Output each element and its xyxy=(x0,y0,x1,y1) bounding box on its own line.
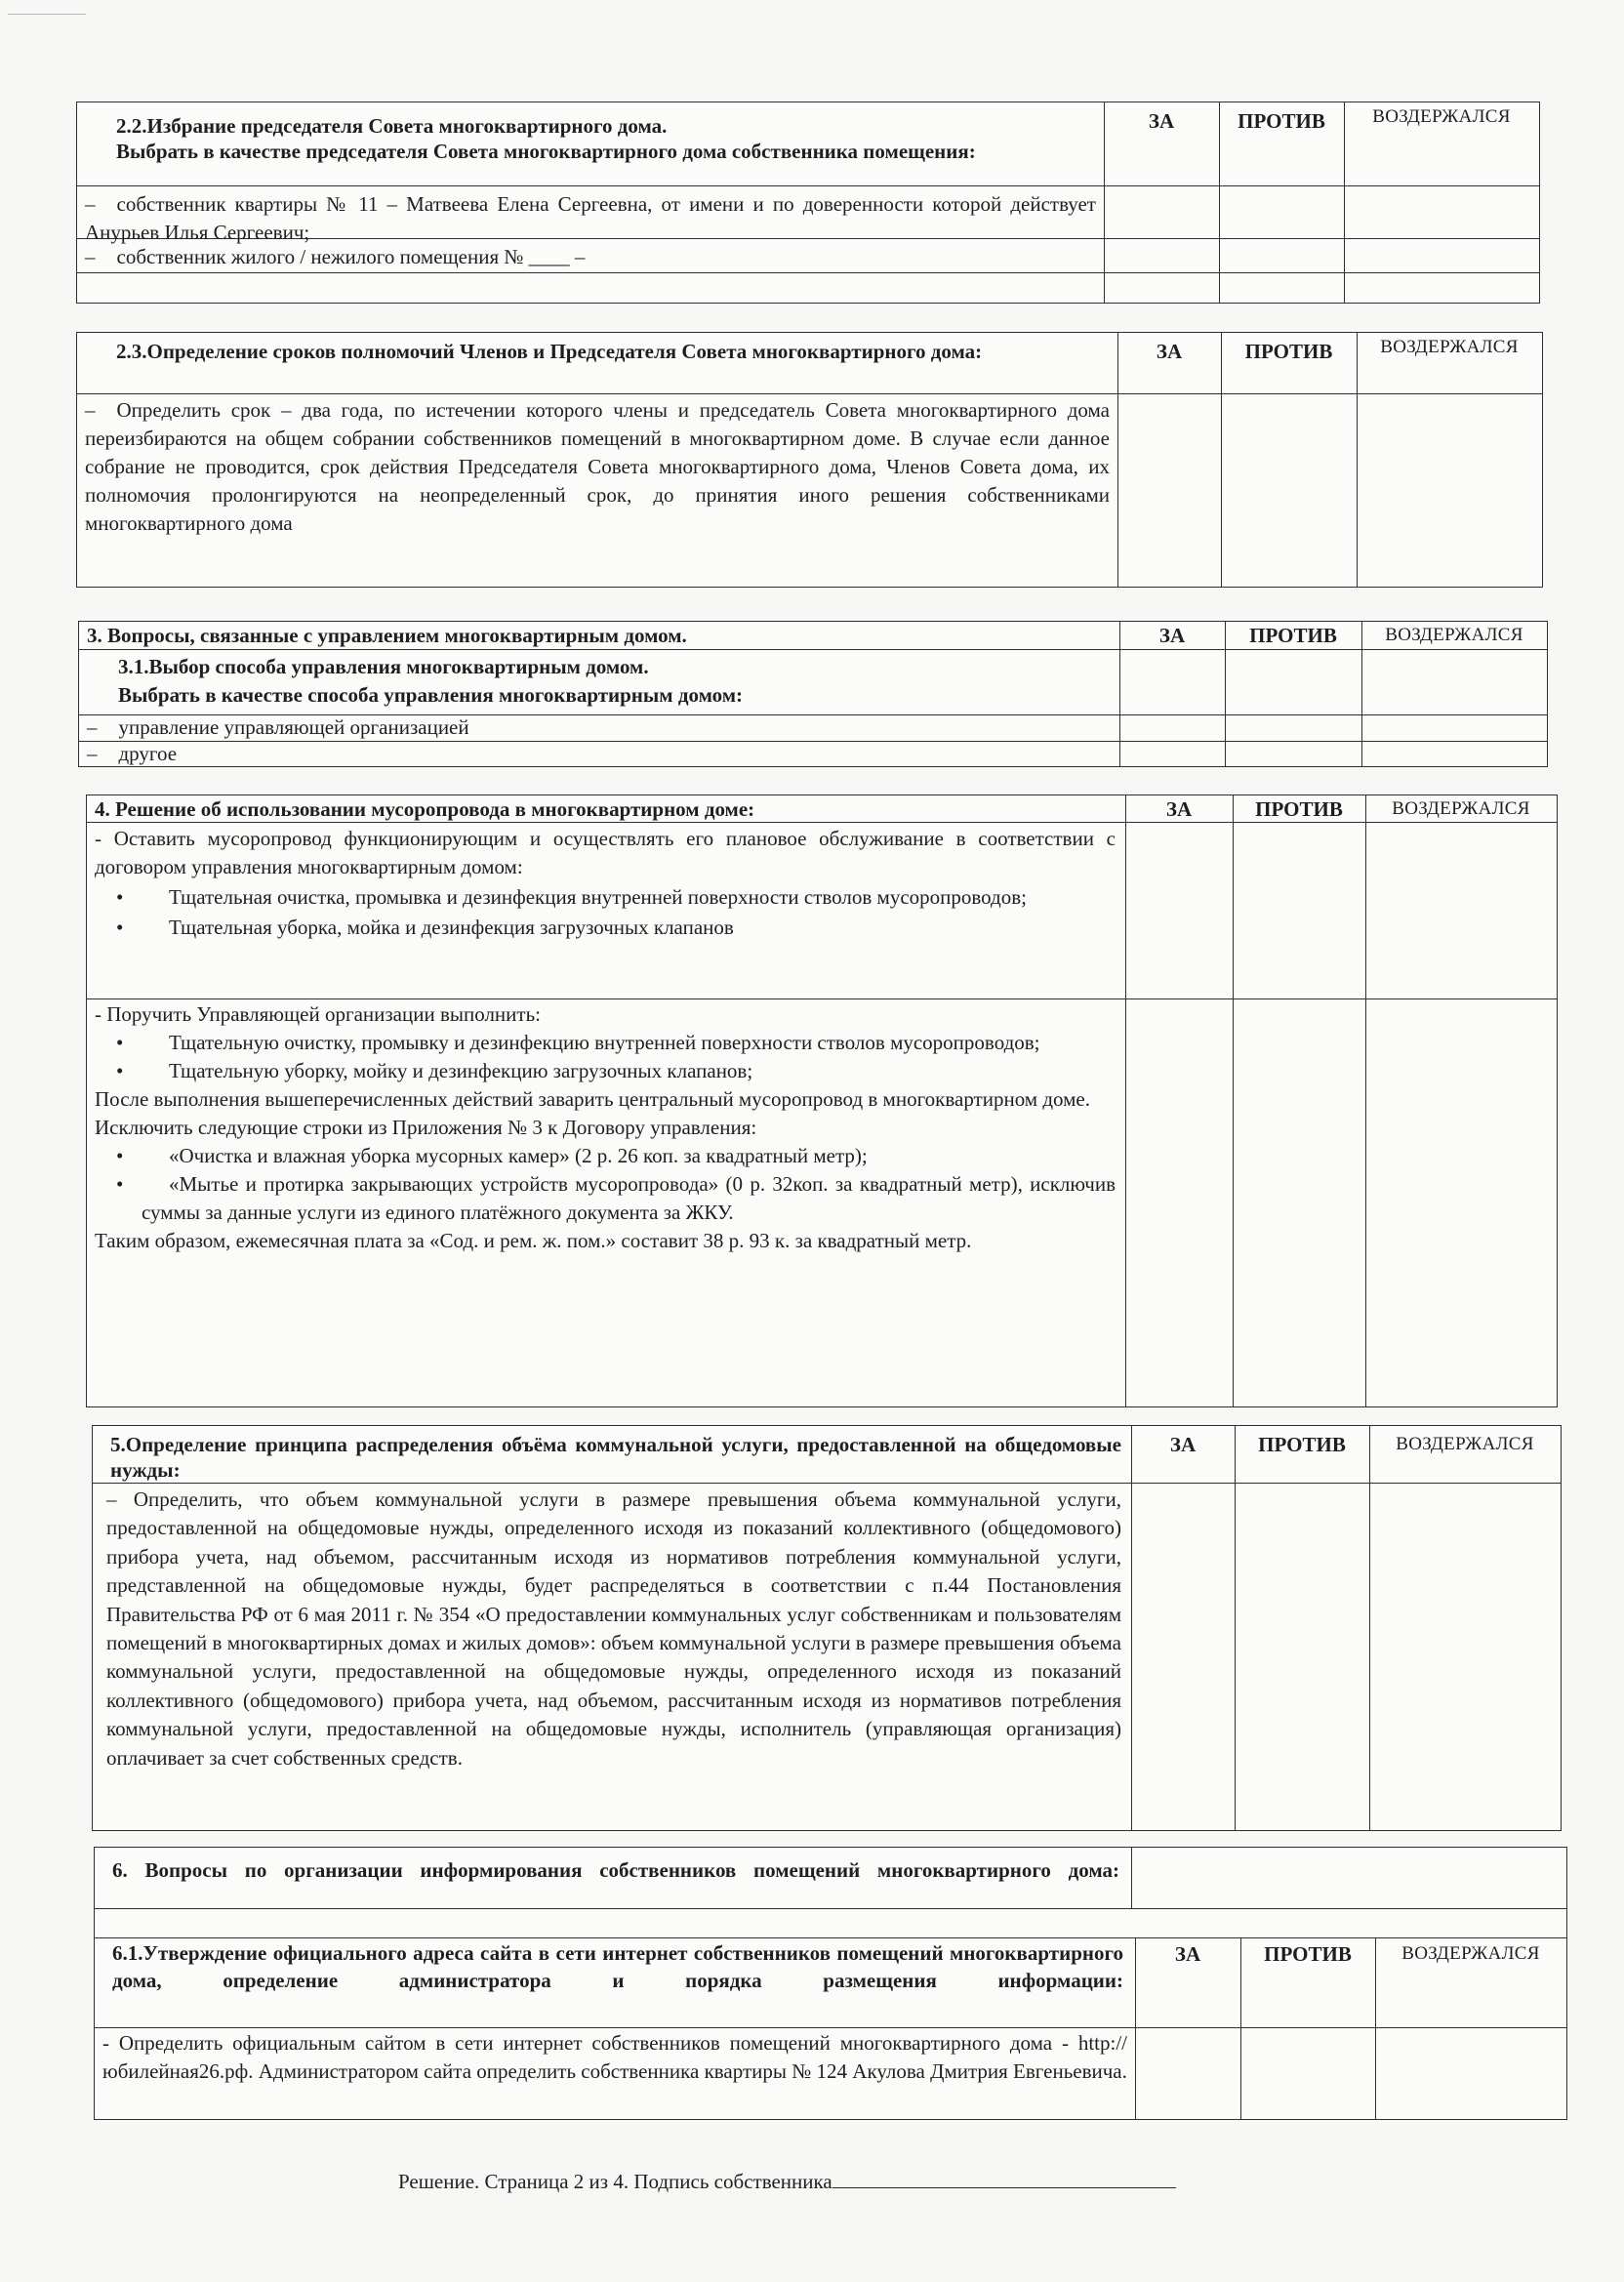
section-6-1-title: 6.1.Утверждение официального адреса сайта в сети интернет собственников помещений многоквартирного дома, определение администратора и порядка размещения информации: xyxy=(112,1941,1123,1992)
section-4-a-bullet-2: • Тщательная уборка, мойка и дезинфекция загрузочных клапанов xyxy=(114,914,1116,942)
vote-against-header: ПРОТИВ xyxy=(1249,624,1337,647)
footer-text: Решение. Страница 2 из 4. Подпись собственника xyxy=(398,2170,832,2193)
vote-against-header: ПРОТИВ xyxy=(1264,1942,1352,1966)
vote-against-cell[interactable] xyxy=(1233,998,1365,1406)
vote-for-header: ЗА xyxy=(1148,109,1175,133)
vote-abstain-header: ВОЗДЕРЖАЛСЯ xyxy=(1380,337,1519,357)
section-4-a-bullet-1: • Тщательная очистка, промывка и дезинфекция внутренней поверхности стволов мусоропроводов; xyxy=(114,883,1116,912)
vote-abstain-cell[interactable] xyxy=(1375,2027,1566,2119)
vote-for-header: ЗА xyxy=(1156,340,1183,363)
vote-for-header: ЗА xyxy=(1158,624,1186,647)
vote-abstain-cell[interactable] xyxy=(1344,185,1539,238)
section-2-3-title: 2.3.Определение сроков полномочий Членов и Председателя Совета многоквартирного дома: xyxy=(116,340,983,363)
vote-abstain-header: ВОЗДЕРЖАЛСЯ xyxy=(1385,625,1523,645)
section-4-table xyxy=(86,795,1558,1407)
section-3-1-subtitle: Выбрать в качестве способа управления многоквартирным домом: xyxy=(118,683,744,707)
signature-line[interactable] xyxy=(832,2170,1176,2188)
vote-abstain-header: ВОЗДЕРЖАЛСЯ xyxy=(1401,1943,1540,1964)
vote-for-header: ЗА xyxy=(1165,797,1193,821)
section-3-title: 3. Вопросы, связанные с управлением многоквартирным домом. xyxy=(87,624,687,647)
section-4-b-intro: - Поручить Управляющей организации выполнить: xyxy=(95,1002,541,1026)
vote-against-header: ПРОТИВ xyxy=(1258,1433,1346,1456)
page-footer xyxy=(398,2169,1176,2194)
vote-against-cell[interactable] xyxy=(1240,2027,1375,2119)
vote-for-header: ЗА xyxy=(1174,1942,1201,1966)
vote-against-cell[interactable] xyxy=(1233,822,1365,998)
vote-for-cell[interactable] xyxy=(1125,998,1233,1406)
vote-abstain-cell[interactable] xyxy=(1344,238,1539,272)
vote-against-header: ПРОТИВ xyxy=(1255,797,1343,821)
vote-abstain-cell[interactable] xyxy=(1365,998,1557,1406)
section-4-option-a xyxy=(95,825,1116,942)
section-4-b-bullet-1: • Тщательную очистку, промывку и дезинфекцию внутренней поверхности стволов мусоропроводов; xyxy=(114,1029,1116,1057)
section-6-text: - Определить официальным сайтом в сети интернет собственников помещений многоквартирного дома - http://юбилейная26.рф. Администратором сайта определить собственника квартиры № 124 Акулова Дмитрия Евгеньевича. xyxy=(102,2031,1127,2083)
vote-abstain-cell[interactable] xyxy=(1369,1483,1561,1830)
vote-for-cell[interactable] xyxy=(1104,185,1219,238)
section-5-table xyxy=(92,1425,1562,1831)
section-4-b-bullet-2: • Тщательную уборку, мойку и дезинфекцию загрузочных клапанов; xyxy=(114,1057,1116,1085)
section-3-1-title: 3.1.Выбор способа управления многоквартирным домом. xyxy=(118,655,649,678)
section-6-title: 6. Вопросы по организации информирования собственников помещений многоквартирного дома: xyxy=(112,1858,1119,1882)
vote-against-cell[interactable] xyxy=(1221,393,1357,587)
vote-for-cell[interactable] xyxy=(1131,1483,1235,1830)
scan-artifact-line xyxy=(8,14,86,15)
section-2-2-table xyxy=(76,102,1540,304)
section-5-text: – Определить, что объем коммунальной услуги в размере превышения объема коммунальной услуги, предоставленной на общедомовые нужды, определенного исходя из показаний коллективного (общедомового) прибора учета, над объемом, рассчитанным исходя из нормативов потребления коммунальной услуги, представленной на общедомовые нужды, будет распределяться в соответствии с п.44 Постановления Правительства РФ от 6 мая 2011 г. № 354 «О предоставлении коммунальных услуг собственникам и пользователям помещений в многоквартирных домах и жилых домов»: объем коммунальной услуги в размере превышения объема коммунальной услуги, предоставленной на общедомовые нужды, определенного исходя из показаний коллективного (общедомового) прибора учета, над объемом, рассчитанным исходя из нормативов потребления коммунальной услуги, предоставленной на общедомовые нужды, исполнитель (управляющая организация) оплачивает за счет собственных средств. xyxy=(106,1487,1121,1770)
section-3-option-1: – управление управляющей организацией xyxy=(87,715,469,739)
section-4-b-paragraph-3: Таким образом, ежемесячная плата за «Сод. и рем. ж. пом.» составит 38 р. 93 к. за квадратный метр. xyxy=(95,1229,972,1252)
section-2-2-option-1: – собственник квартиры № 11 – Матвеева Елена Сергеевна, от имени и по доверенности которой действует Анурьев Илья Сергеевич; xyxy=(85,192,1096,244)
section-2-3-table xyxy=(76,332,1543,588)
vote-for-header: ЗА xyxy=(1169,1433,1197,1456)
vote-against-header: ПРОТИВ xyxy=(1244,340,1333,363)
section-4-b-paragraph-1: После выполнения вышеперечисленных действий заварить центральный мусоропровод в многоквартирном доме. xyxy=(95,1087,1090,1111)
section-4-option-b xyxy=(95,1000,1116,1255)
section-3-option-2: – другое xyxy=(87,742,178,765)
vote-against-header: ПРОТИВ xyxy=(1238,109,1325,133)
section-3-table xyxy=(78,621,1548,767)
section-4-a-intro: - Оставить мусоропровод функционирующим и осуществлять его плановое обслуживание в соответствии с договором управления многоквартирным домом: xyxy=(95,827,1116,878)
section-2-2-option-2: – собственник жилого / нежилого помещения № ____ – xyxy=(85,245,586,268)
vote-for-cell[interactable] xyxy=(1125,822,1233,998)
vote-against-cell[interactable] xyxy=(1235,1483,1369,1830)
section-4-b-bullet-3: • «Очистка и влажная уборка мусорных камер» (2 р. 26 коп. за квадратный метр); xyxy=(114,1142,1116,1170)
vote-for-cell[interactable] xyxy=(1119,649,1225,766)
section-4-b-bullet-4: • «Мытье и протирка закрывающих устройств мусоропровода» (0 р. 32коп. за квадратный метр), исключив суммы за данные услуги из единого платёжного документа за ЖКУ. xyxy=(114,1170,1116,1227)
vote-abstain-header: ВОЗДЕРЖАЛСЯ xyxy=(1392,798,1530,819)
vote-against-cell[interactable] xyxy=(1225,649,1361,766)
vote-against-cell[interactable] xyxy=(1219,238,1344,272)
vote-for-cell[interactable] xyxy=(1117,393,1221,587)
section-4-title: 4. Решение об использовании мусоропровода в многоквартирном доме: xyxy=(95,797,755,821)
section-2-2-title: 2.2.Избрание председателя Совета многоквартирного дома. xyxy=(116,114,668,138)
section-2-2-subtitle: Выбрать в качестве председателя Совета многоквартирного дома собственника помещения: xyxy=(116,140,976,163)
section-6-table xyxy=(94,1847,1567,2120)
vote-abstain-header: ВОЗДЕРЖАЛСЯ xyxy=(1396,1434,1534,1454)
vote-abstain-header: ВОЗДЕРЖАЛСЯ xyxy=(1372,106,1511,127)
vote-for-cell[interactable] xyxy=(1135,2027,1240,2119)
section-4-b-paragraph-2: Исключить следующие строки из Приложения № 3 к Договору управления: xyxy=(95,1116,757,1139)
section-2-3-text: – Определить срок – два года, по истечении которого члены и председатель Совета многоквартирного дома переизбираются на общем собрании собственников помещений в многоквартирном доме. В случае если данное собрание не проводится, срок действия Председателя Совета многоквартирного дома, Членов Совета дома, их полномочия пролонгируются на неопределенный срок, до принятия иного решения собственниками многоквартирного дома xyxy=(85,398,1110,535)
vote-against-cell[interactable] xyxy=(1219,185,1344,238)
vote-abstain-cell[interactable] xyxy=(1365,822,1557,998)
section-5-title: 5.Определение принципа распределения объёма коммунальной услуги, предоставленной на общедомовые нужды: xyxy=(110,1433,1121,1482)
vote-abstain-cell[interactable] xyxy=(1357,393,1542,587)
vote-abstain-cell[interactable] xyxy=(1361,649,1547,766)
vote-for-cell[interactable] xyxy=(1104,238,1219,272)
